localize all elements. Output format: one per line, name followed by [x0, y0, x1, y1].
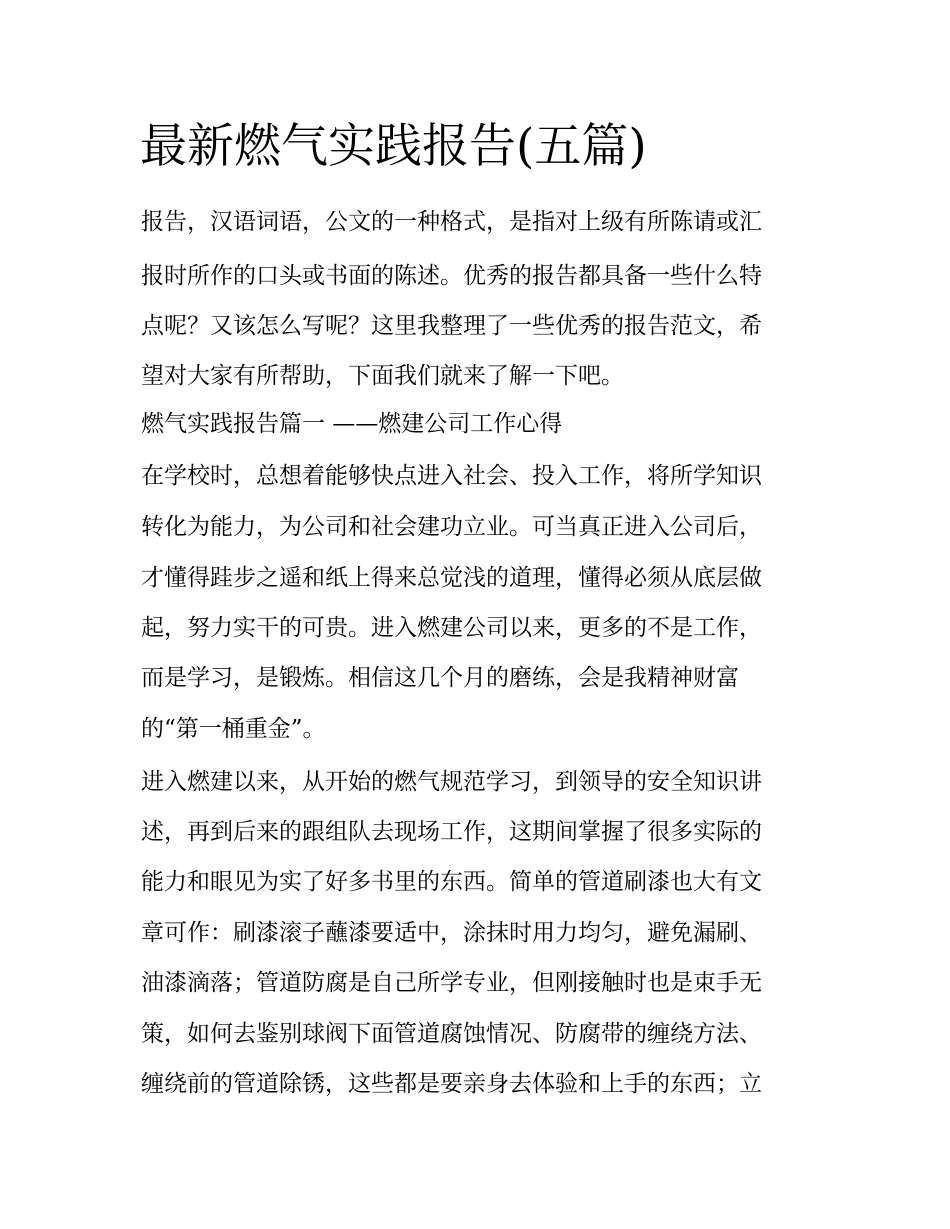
paragraph-line: 报告，汉语词语，公文的一种格式，是指对上级有所陈请或汇	[141, 209, 762, 235]
paragraph-line: 而是学习，是锻炼。相信这几个月的磨练，会是我精神财富	[141, 665, 739, 691]
paragraph-line: 起，努力实干的可贵。进入燃建公司以来，更多的不是工作，	[141, 615, 762, 641]
paragraph-line: 点呢？又该怎么写呢？这里我整理了一些优秀的报告范文，希	[141, 313, 762, 339]
paragraph-line: 才懂得跬步之遥和纸上得来总觉浅的道理，懂得必须从底层做	[141, 565, 762, 591]
paragraph-line: 章可作：刷漆滚子蘸漆要适中，涂抹时用力均匀，避免漏刷、	[141, 920, 762, 946]
document-title: 最新燃气实践报告(五篇)	[140, 119, 647, 174]
paragraph-line: 策，如何去鉴别球阀下面管道腐蚀情况、防腐带的缠绕方法、	[141, 1021, 762, 1047]
paragraph-line: 望对大家有所帮助，下面我们就来了解一下吧。	[141, 363, 624, 389]
paragraph-line: 的“第一桶重金”。	[141, 716, 326, 742]
paragraph-line: 进入燃建以来，从开始的燃气规范学习，到领导的安全知识讲	[141, 769, 762, 795]
paragraph-line: 缠绕前的管道除锈，这些都是要亲身去体验和上手的东西；立	[141, 1071, 762, 1097]
paragraph-line: 油漆滴落；管道防腐是自己所学专业，但刚接触时也是束手无	[141, 970, 762, 996]
paragraph-line: 转化为能力，为公司和社会建功立业。可当真正进入公司后，	[141, 514, 762, 540]
section-heading: 燃气实践报告篇一 ——燃建公司工作心得	[141, 411, 563, 437]
paragraph-line: 报时所作的口头或书面的陈述。优秀的报告都具备一些什么特	[141, 263, 762, 289]
paragraph-line: 述，再到后来的跟组队去现场工作，这期间掌握了很多实际的	[141, 819, 762, 845]
paragraph-line: 在学校时，总想着能够快点进入社会、投入工作，将所学知识	[141, 463, 762, 489]
paragraph-line: 能力和眼见为实了好多书里的东西。简单的管道刷漆也大有文	[141, 869, 762, 895]
